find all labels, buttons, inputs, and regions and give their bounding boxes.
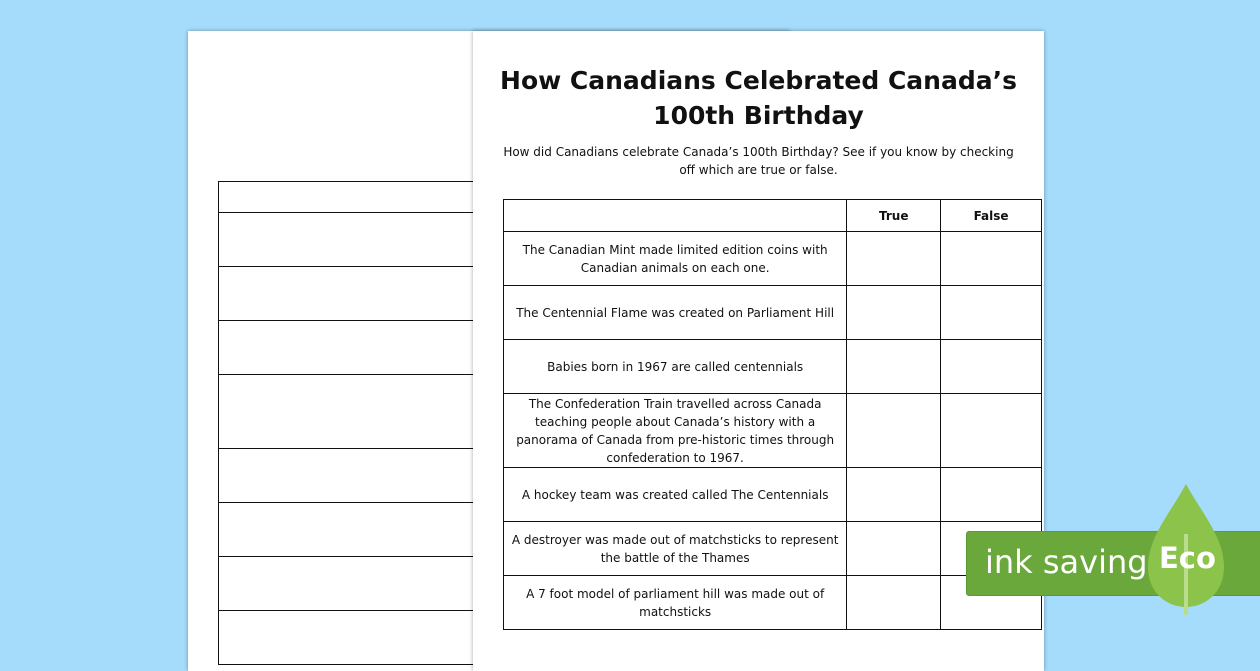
true-checkbox-cell[interactable]: [847, 394, 941, 468]
statement-cell: The Confederation Train travelled across Canada teaching people about Canada’s history with a panorama of Canada from pre-historic times through confederation to 1967.: [504, 394, 847, 468]
header-true: True: [847, 200, 941, 232]
true-checkbox-cell[interactable]: [847, 340, 941, 394]
false-checkbox-cell[interactable]: [941, 232, 1042, 286]
title-line-1: How Canadians Celebrated Canada’s: [500, 66, 1017, 95]
worksheet-title: [473, 63, 1044, 133]
false-checkbox-cell[interactable]: [941, 468, 1042, 522]
header-row: [504, 200, 1042, 232]
statement-cell: A 7 foot model of parliament hill was made out of matchsticks: [504, 576, 847, 630]
table-row: [504, 576, 1042, 630]
badge-text: ink saving: [985, 543, 1148, 581]
statement-cell: The Centennial Flame was created on Parliament Hill: [504, 286, 847, 340]
true-checkbox-cell[interactable]: [847, 232, 941, 286]
statement-cell: A destroyer was made out of matchsticks to represent the battle of the Thames: [504, 522, 847, 576]
header-statement: [504, 200, 847, 232]
statement-cell: The Canadian Mint made limited edition coins with Canadian animals on each one.: [504, 232, 847, 286]
statement-cell: Babies born in 1967 are called centennials: [504, 340, 847, 394]
instructions: How did Canadians celebrate Canada’s 100th Birthday? See if you know by checking off which are true or false.: [503, 145, 1014, 177]
title-line-2: 100th Birthday: [653, 101, 864, 130]
false-checkbox-cell[interactable]: [941, 394, 1042, 468]
worksheet-preview-front: [473, 31, 1044, 671]
true-checkbox-cell[interactable]: [847, 576, 941, 630]
eco-label: Eco: [1159, 541, 1216, 575]
true-false-table: [503, 199, 1042, 630]
table-row: [504, 468, 1042, 522]
true-checkbox-cell[interactable]: [847, 286, 941, 340]
false-checkbox-cell[interactable]: [941, 286, 1042, 340]
table-row: [504, 340, 1042, 394]
false-checkbox-cell[interactable]: [941, 340, 1042, 394]
header-false: False: [941, 200, 1042, 232]
table-row: [504, 286, 1042, 340]
table-row: [504, 522, 1042, 576]
table-row: [504, 394, 1042, 468]
statement-cell: A hockey team was created called The Centennials: [504, 468, 847, 522]
table-row: [504, 232, 1042, 286]
true-checkbox-cell[interactable]: [847, 468, 941, 522]
true-checkbox-cell[interactable]: [847, 522, 941, 576]
